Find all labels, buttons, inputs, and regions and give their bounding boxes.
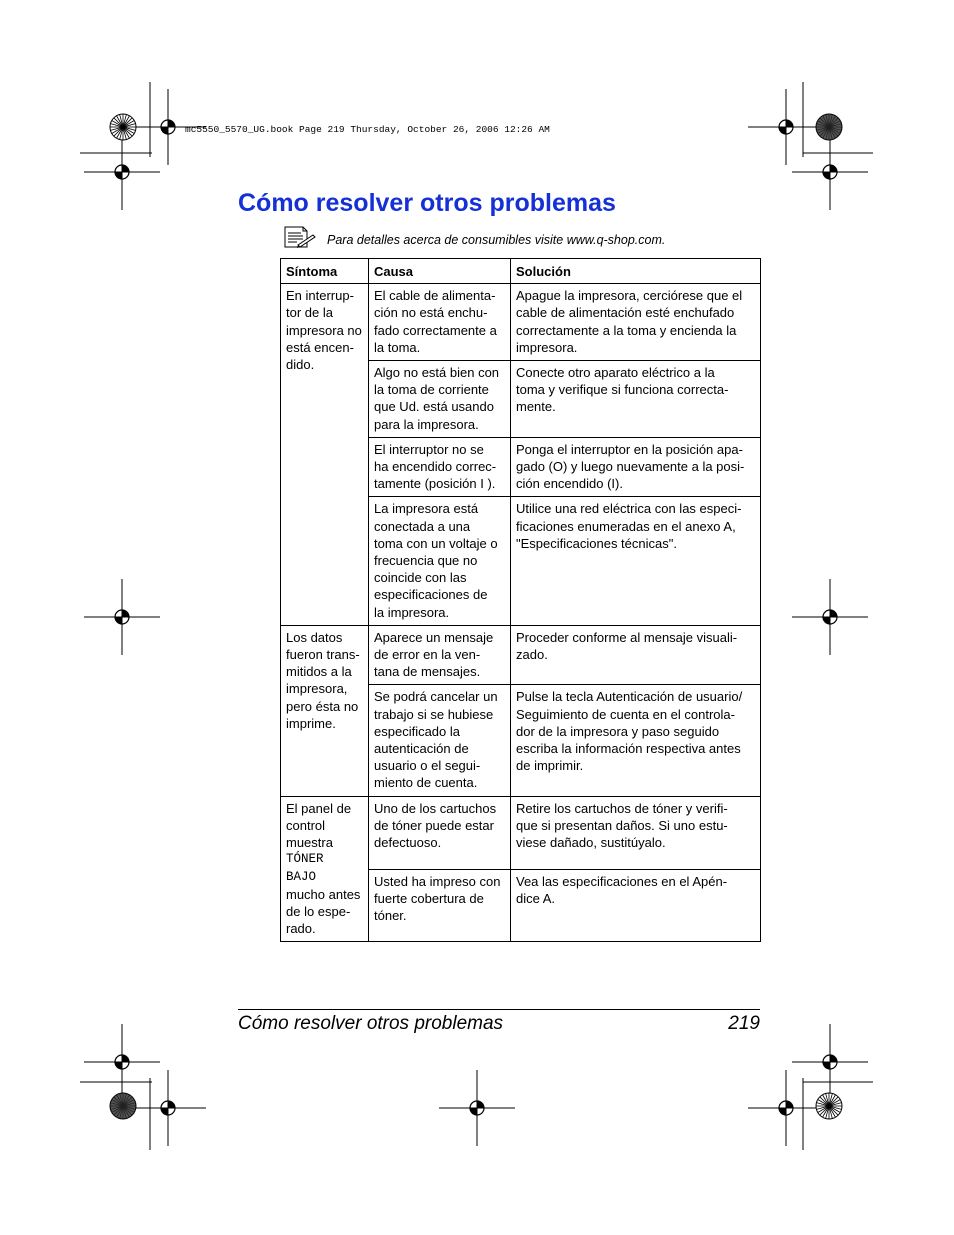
footer-section-title: Cómo resolver otros problemas bbox=[238, 1013, 504, 1034]
cause-line: usuario o el segui- bbox=[374, 758, 481, 774]
cause-line: frecuencia que no bbox=[374, 553, 478, 569]
table-body bbox=[281, 284, 761, 942]
solution-line: escriba la información respectiva antes bbox=[516, 741, 741, 757]
cause-line: tamente (posición I ). bbox=[374, 476, 496, 492]
registration-crosshair-icon bbox=[84, 1024, 160, 1100]
symptom-line: de lo espe- bbox=[286, 903, 351, 919]
solution-line: mente. bbox=[516, 399, 556, 415]
cause-line: La impresora está bbox=[374, 501, 479, 517]
table-row bbox=[281, 284, 761, 361]
symptom-line: fueron trans- bbox=[286, 647, 360, 663]
cause-line: El interruptor no se bbox=[374, 441, 484, 457]
cause-line: especificado la bbox=[374, 723, 460, 739]
cause-line: ción no está enchu- bbox=[374, 305, 488, 321]
registration-crosshair-icon bbox=[439, 1070, 515, 1146]
column-header-solution: Solución bbox=[511, 259, 761, 284]
solution-cell bbox=[511, 869, 761, 942]
symptom-cell bbox=[281, 284, 369, 626]
cause-line: Algo no está bien con bbox=[374, 365, 500, 381]
solution-line: toma y verifique si funciona correcta- bbox=[516, 382, 729, 398]
cause-line: Uno de los cartuchos bbox=[374, 800, 497, 816]
cause-line: tana de mensajes. bbox=[374, 664, 481, 680]
cause-line: de error en la ven- bbox=[374, 647, 481, 663]
symptom-line: mitidos a la bbox=[286, 664, 352, 680]
solution-line: dor de la impresora y paso seguido bbox=[516, 723, 720, 739]
symptom-line: El panel de bbox=[286, 800, 352, 816]
symptom-line: TÓNER bbox=[286, 852, 324, 867]
solution-line: Seguimiento de cuenta en el controla- bbox=[516, 706, 735, 722]
symptom-line: pero ésta no bbox=[286, 698, 359, 714]
table-header-row bbox=[281, 259, 761, 284]
registration-crosshair-icon bbox=[84, 579, 160, 655]
cause-line: Se podrá cancelar un bbox=[374, 689, 498, 705]
symptom-line: dido. bbox=[286, 357, 315, 373]
registration-crosshair-icon bbox=[748, 1070, 824, 1146]
solution-line: de imprimir. bbox=[516, 758, 584, 774]
solution-line: impresora. bbox=[516, 339, 578, 355]
solution-cell bbox=[511, 796, 761, 869]
solution-line: Pulse la tecla Autenticación de usuario/ bbox=[516, 689, 743, 705]
cause-cell bbox=[369, 361, 511, 438]
solution-line: "Especificaciones técnicas". bbox=[516, 535, 677, 551]
symptom-line: BAJO bbox=[286, 869, 317, 884]
cause-line: fado correctamente a bbox=[374, 322, 497, 338]
solution-cell bbox=[511, 685, 761, 796]
solution-line: cable de alimentación esté enchufado bbox=[516, 305, 735, 321]
solution-line: que si presentan daños. Si uno estu- bbox=[516, 817, 728, 833]
cause-line: autenticación de bbox=[374, 741, 469, 757]
cause-line: que Ud. está usando bbox=[374, 399, 494, 415]
symptom-line: rado. bbox=[286, 921, 316, 937]
registration-crosshair-icon bbox=[748, 89, 824, 165]
solution-cell bbox=[511, 361, 761, 438]
solution-line: zado. bbox=[516, 647, 548, 663]
column-header-cause: Causa bbox=[369, 259, 511, 284]
solution-line: Utilice una red eléctrica con las especi- bbox=[516, 501, 742, 517]
solution-line: Proceder conforme al mensaje visuali- bbox=[516, 629, 738, 645]
book-header-line: mc5550_5570_UG.book Page 219 Thursday, October 26, 2006 12:26 AM bbox=[185, 124, 550, 135]
cause-line: conectada a una bbox=[374, 518, 471, 534]
table-row bbox=[281, 625, 761, 685]
registration-crosshair-icon bbox=[84, 134, 160, 210]
solution-line: viese dañado, sustitúyalo. bbox=[516, 835, 666, 851]
solution-line: Ponga el interruptor en la posición apa- bbox=[516, 441, 743, 457]
solution-line: Vea las especificaciones en el Apén- bbox=[516, 873, 728, 889]
cause-cell bbox=[369, 796, 511, 869]
symptom-line: impresora, bbox=[286, 681, 348, 697]
cause-line: Usted ha impreso con bbox=[374, 873, 501, 889]
troubleshooting-table bbox=[280, 258, 761, 942]
solution-line: correctamente a la toma y encienda la bbox=[516, 322, 737, 338]
symptom-line: En interrup- bbox=[286, 288, 354, 304]
solution-cell bbox=[511, 625, 761, 685]
cause-line: coincide con las bbox=[374, 570, 467, 586]
cause-line: Aparece un mensaje bbox=[374, 629, 494, 645]
cause-cell bbox=[369, 437, 511, 497]
page-number: 219 bbox=[728, 1013, 760, 1034]
solution-line: ficaciones enumeradas en el anexo A, bbox=[516, 518, 736, 534]
cause-line: la impresora. bbox=[374, 604, 450, 620]
starburst-icon bbox=[816, 1093, 842, 1119]
cause-cell bbox=[369, 284, 511, 361]
solution-line: ción encendido (I). bbox=[516, 476, 623, 492]
cause-line: El cable de alimenta- bbox=[374, 288, 496, 304]
symptom-cell bbox=[281, 796, 369, 942]
column-header-symptom: Síntoma bbox=[281, 259, 369, 284]
cause-line: de tóner puede estar bbox=[374, 817, 494, 833]
symptom-line: tor de la bbox=[286, 305, 333, 321]
symptom-line: imprime. bbox=[286, 715, 336, 731]
solution-line: Retire los cartuchos de tóner y verifi- bbox=[516, 800, 728, 816]
solution-line: Conecte otro aparato eléctrico a la bbox=[516, 365, 715, 381]
page-title: Cómo resolver otros problemas bbox=[238, 189, 616, 217]
symptom-line: impresora no bbox=[286, 322, 362, 338]
note-pencil-icon bbox=[283, 225, 317, 249]
symptom-cell bbox=[281, 625, 369, 796]
symptom-line: muestra bbox=[286, 835, 333, 851]
symptom-line: Los datos bbox=[286, 629, 343, 645]
cause-line: fuerte cobertura de bbox=[374, 890, 484, 906]
cause-line: miento de cuenta. bbox=[374, 775, 478, 791]
cause-line: la toma de corriente bbox=[374, 382, 489, 398]
registration-crosshair-icon bbox=[792, 579, 868, 655]
cause-cell bbox=[369, 685, 511, 796]
solution-line: dice A. bbox=[516, 890, 556, 906]
cause-line: ha encendido correc- bbox=[374, 459, 497, 475]
registration-crosshair-icon bbox=[130, 1070, 206, 1146]
starburst-icon bbox=[110, 114, 136, 140]
cause-line: para la impresora. bbox=[374, 416, 479, 432]
starburst-icon bbox=[110, 1093, 136, 1119]
cause-cell bbox=[369, 497, 511, 625]
solution-cell bbox=[511, 497, 761, 625]
footer-divider bbox=[238, 1009, 760, 1010]
cause-cell bbox=[369, 625, 511, 685]
cause-line: toma con un voltaje o bbox=[374, 535, 498, 551]
note-text: Para detalles acerca de consumibles visite www.q-shop.com. bbox=[327, 233, 666, 247]
solution-cell bbox=[511, 284, 761, 361]
cause-line: especificaciones de bbox=[374, 587, 488, 603]
symptom-line: control bbox=[286, 817, 326, 833]
symptom-line: mucho antes bbox=[286, 886, 361, 902]
solution-line: gado (O) y luego nuevamente a la posi- bbox=[516, 459, 745, 475]
solution-line: Apague la impresora, cerciórese que el bbox=[516, 288, 743, 304]
table-row bbox=[281, 796, 761, 869]
cause-line: trabajo si se hubiese bbox=[374, 706, 494, 722]
cause-line: defectuoso. bbox=[374, 835, 442, 851]
solution-cell bbox=[511, 437, 761, 497]
cause-line: la toma. bbox=[374, 339, 421, 355]
symptom-line: está encen- bbox=[286, 339, 354, 355]
cause-line: tóner. bbox=[374, 907, 407, 923]
starburst-icon bbox=[816, 114, 842, 140]
cause-cell bbox=[369, 869, 511, 942]
